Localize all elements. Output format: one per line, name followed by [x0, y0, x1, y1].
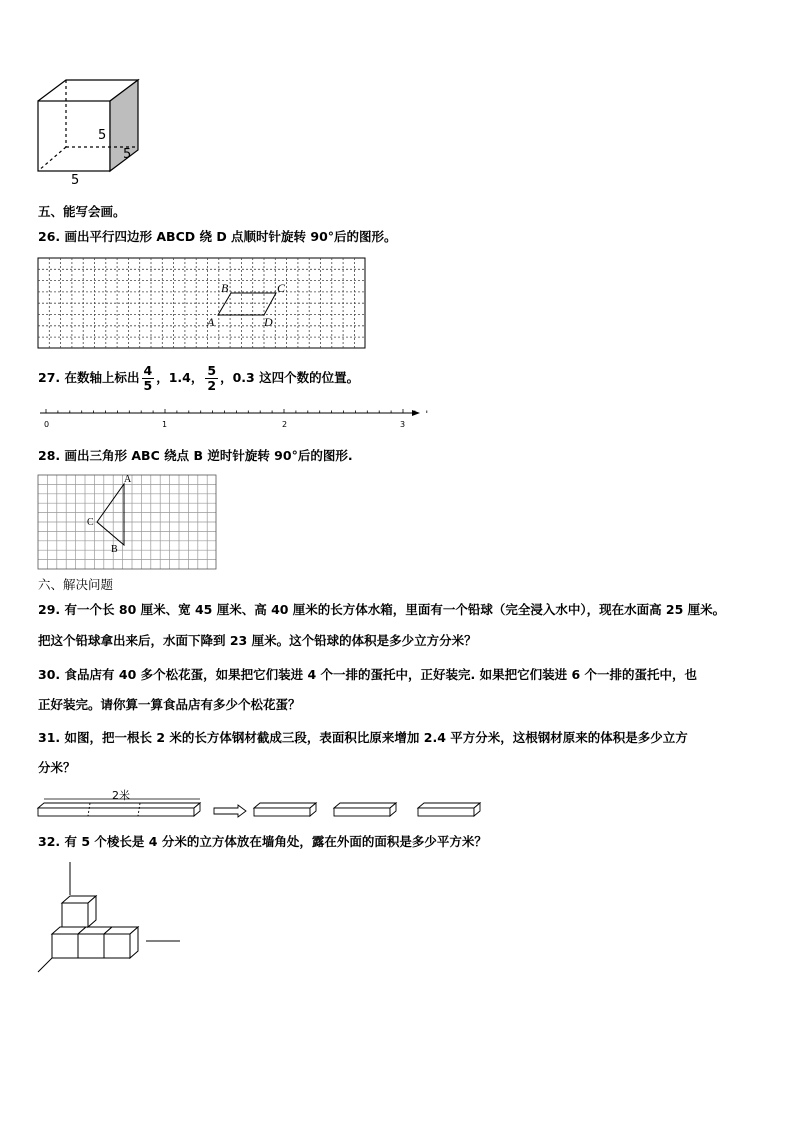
q29-text-1: 有一个长 80 厘米、宽 45 厘米、高 40 厘米的长方体水箱，里面有一个铅球（完全浸入水中），现在水面高 25 厘米。 [64, 602, 726, 617]
q31-number: 31. [38, 730, 61, 745]
q29-line-2: 把这个铅球拿出来后，水面下降到 23 厘米。这个铅球的体积是多少立方分米？ [38, 633, 477, 648]
q26-question: 画出平行四边形 ABCD 绕 D 点顺时针旋转 90°后的图形。 [64, 229, 397, 244]
q28-question: 画出三角形 ABC 绕点 B 逆时针旋转 90°后的图形. [64, 448, 353, 463]
q28-point-b: B [111, 544, 118, 555]
q30-number: 30. [38, 667, 61, 682]
q27-frac1-num: 4 [143, 362, 153, 378]
cube-label-depth: 5 [123, 147, 132, 162]
q28-number: 28. [38, 448, 61, 463]
q26-point-a: A [207, 315, 215, 329]
q27-frac2-num: 5 [207, 362, 217, 378]
q26-point-c: C [277, 281, 286, 295]
q27-number: 27. [38, 370, 61, 385]
q27-tick-3: 3 [400, 420, 406, 429]
q27-frac2-den: 2 [207, 377, 217, 393]
q31-text-1: 如图，把一根长 2 米的长方体钢材截成三段，表面积比原来增加 2.4 平方分米，这根钢材原来的体积是多少立方 [64, 730, 688, 745]
cube-label-height: 5 [98, 128, 107, 143]
section-five-heading: 五、能写会画。 [38, 204, 126, 219]
q32-question: 有 5 个棱长是 4 分米的立方体放在墙角处，露在外面的面积是多少平方米？ [64, 834, 487, 849]
q28-point-a: A [124, 474, 132, 485]
q30-text-1: 食品店有 40 多个松花蛋，如果把它们装进 4 个一排的蛋托中，正好装完. 如果把它们装进 6 个一排的蛋托中，也 [64, 667, 698, 682]
q31-bar-label: 2米 [112, 789, 130, 802]
q30-line-2: 正好装完。请你算一算食品店有多少个松花蛋？ [38, 697, 301, 712]
q27-mid: ，1.4， [156, 370, 204, 385]
q29-number: 29. [38, 602, 61, 617]
q27-tick-1: 1 [162, 420, 168, 429]
q27-frac1-den: 5 [143, 377, 153, 393]
q28-point-c: C [87, 517, 94, 528]
section-six-heading: 六、解决问题 [38, 577, 114, 592]
q31-line-2: 分米？ [38, 760, 76, 775]
cube-label-width: 5 [71, 173, 80, 188]
q26-point-b: B [221, 281, 229, 295]
q32-number: 32. [38, 834, 61, 849]
q26-number: 26. [38, 229, 61, 244]
q26-point-d: D [264, 315, 273, 329]
q27-text-before: 在数轴上标出 [64, 370, 140, 385]
q27-tick-0: 0 [44, 420, 50, 429]
q27-tick-2: 2 [282, 420, 288, 429]
q27-text-after: ，0.3 这四个数的位置。 [220, 370, 360, 385]
